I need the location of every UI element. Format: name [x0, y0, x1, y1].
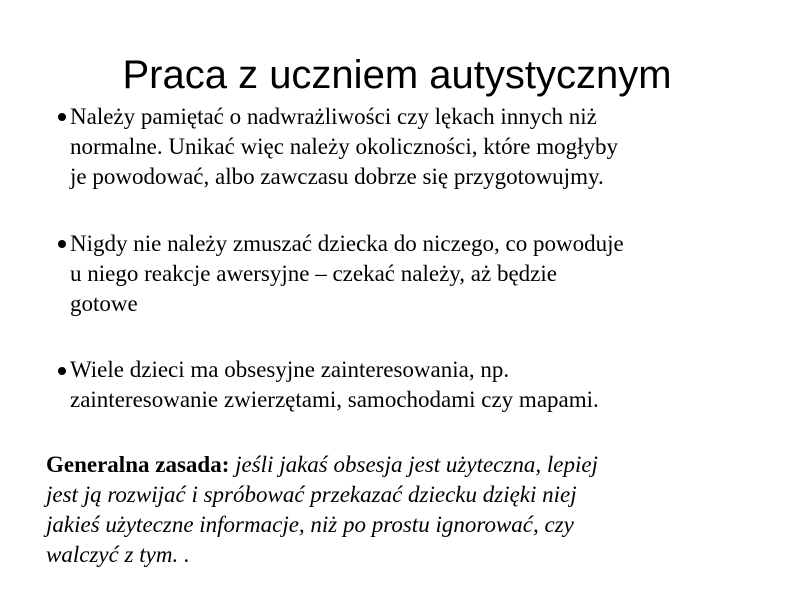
bullet-text: Nigdy nie należy zmuszać dziecka do niczego, co powoduje u niego reakcje awersyjne – czekać należy, aż będzie gotowe — [70, 231, 624, 316]
bullet-dot-icon — [58, 113, 66, 121]
bullet-text: Należy pamiętać o nadwrażliwości czy lękach innych niż normalne. Unikać więc należy okoliczności, które mogłyby je powodować, albo zawczasu dobrze się przygotowujmy. — [70, 104, 618, 189]
summary-paragraph — [46, 450, 766, 570]
bullet-text: Wiele dzieci ma obsesyjne zainteresowania, np. zainteresowanie zwierzętami, samochodami czy mapami. — [70, 357, 599, 412]
slide-title: Praca z uczniem autystycznym — [122, 53, 672, 97]
summary-body: jeśli jakaś obsesja jest użyteczna, lepiej jest ją rozwijać i spróbować przekazać dziecku dzięki niej jakieś użyteczne informacje, niż po prostu ignorować, czy walczyć z tym. . — [46, 452, 598, 567]
summary-lead: Generalna zasada: — [46, 452, 230, 477]
bullet-dot-icon — [58, 240, 66, 248]
bullet-dot-icon — [58, 367, 66, 375]
